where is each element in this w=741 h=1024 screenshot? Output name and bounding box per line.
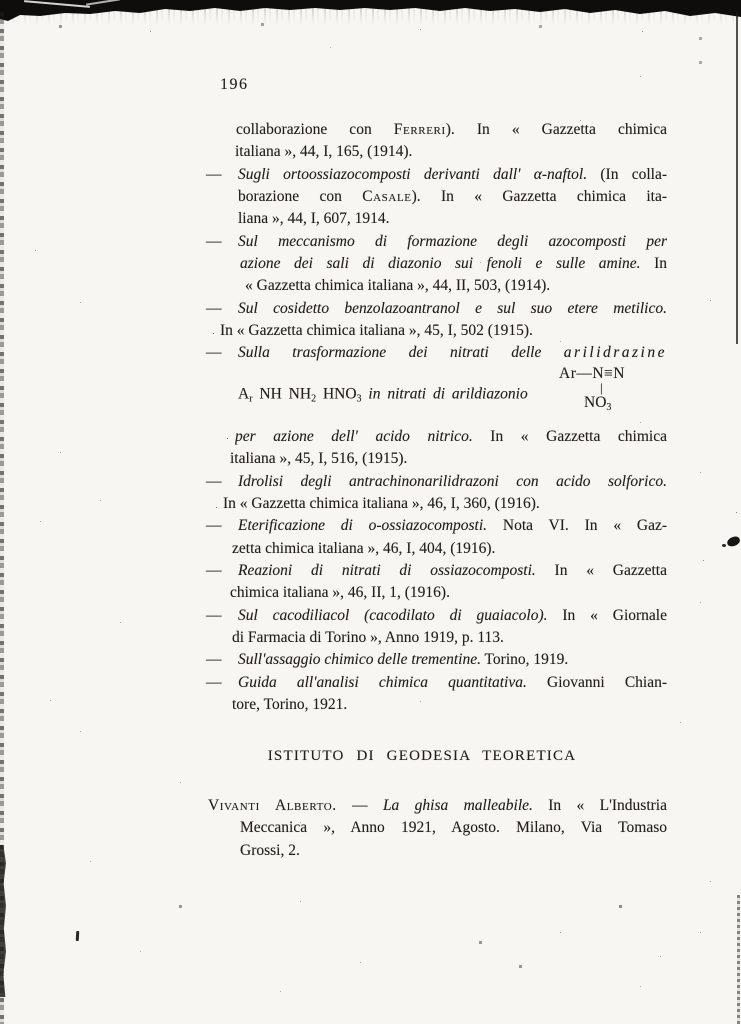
bib-entry-line [205,231,667,253]
italic-title-segment: in nitrati di arildiazonio [368,385,528,403]
bib-entry-line [205,649,667,671]
text-segment: italiana », 45, I, 516, (1915). [230,450,408,468]
text-line [205,208,667,230]
italic-title-segment: Sugli ortoossiazocomposti derivanti dall' α-naftol. [238,165,588,183]
diazonium-structure [559,366,647,411]
text-line [205,186,667,208]
italic-title-segment: Guida all'analisi chimica quantitativa. [238,673,527,691]
italic-title-segment: Eterificazione di o-ossiazocomposti. [238,517,488,535]
text-segment: In « Gazzetta chimica italiana », 46, I, 360, (1916). [223,495,540,513]
text-segment: di Farmacia di Torino », Anno 1919, p. 113. [232,629,504,647]
italic-title-segment: Sulla trasformazione dei nitrati delle [238,344,564,362]
text-segment: borazione con [238,188,363,206]
italic-title-segment: per azione dell' acido nitrico. [235,428,473,445]
text-line [205,275,667,297]
text-segment: « Gazzetta chimica italiana », 44, II, 503, (1914). [245,277,551,295]
text-segment: A [238,385,250,403]
text-segment: italiana », 44, I, 165, (1914). [235,143,413,161]
small-caps-name: Ferreri [393,121,446,138]
text-segment: (In colla- [587,165,667,183]
text-segment: Grossi, 2. [240,841,300,859]
formula-ar-n: Ar—N≡N [559,365,625,382]
formula-left-text [238,386,528,405]
entry-dash: — [206,651,222,669]
bib-entry-line [205,560,667,582]
entry-dash: — [206,344,222,362]
text-segment: In « Gazzetta [535,562,667,580]
text-segment: Torino, 1919. [480,651,569,669]
text-segment: ). In « Gazzetta chimica ita- [411,188,667,206]
entry-dash: — [206,472,222,490]
ink-blob-tail [722,544,726,547]
text-line [205,840,667,862]
text-line [205,817,667,839]
text-line [205,320,667,342]
text-segment: 2 [311,393,317,405]
text-segment: 3 [356,393,362,405]
text-line [205,795,667,817]
entry-dash: — [206,165,222,183]
paper-speckles [0,0,1,1]
text-segment: Giovanni Chian- [526,673,667,691]
text-line [205,448,667,470]
bibliography-upper [205,119,667,365]
text-line [205,493,667,515]
text-line [205,627,667,649]
text-segment: Meccanica », Anno 1921, Agosto. Milano, Via Tomaso [240,819,667,837]
page-number: 196 [220,76,249,93]
small-caps-name: Casale [362,188,412,206]
text-segment: In « Gazzetta chimica [472,428,667,445]
text-segment: NH NH [252,385,312,403]
italic-title-segment: azione dei sali di diazonio sui fenoli e sulle amine. [240,255,641,273]
text-segment: — [336,797,383,814]
italic-title-segment: Sul cacodiliacol (cacodilato di guaiacolo). [238,606,548,624]
bib-entry-line [205,342,667,364]
italic-title-segment: Idrolisi degli antrachinonarilidrazoni con acido solforico. [238,472,667,490]
text-segment: ). In « Gazzetta chimica [445,121,667,138]
italic-title-segment: Reazioni di nitrati di ossiazocomposti. [238,562,536,580]
stray-ink-mark [76,931,80,941]
text-line [205,582,667,604]
italic-title-segment: Sull'assaggio chimico delle trementine. [238,651,481,669]
bibliography-lower [205,426,667,716]
bib-entry-line [205,515,667,537]
text-segment: In « L'Industria [532,797,667,814]
ink-blob [726,536,741,548]
text-segment: In [640,255,667,273]
italic-title-segment: Sul meccanismo di formazione degli azocomposti per [238,232,667,250]
text-segment: HNO [316,385,357,403]
text-segment: In « Gazzetta chimica italiana », 45, I, 502 (1915). [220,322,533,340]
italic-title-segment: La ghisa malleabile. [382,797,533,814]
entry-dash: — [206,673,222,691]
text-segment: collaborazione con [236,121,394,138]
text-segment: liana », 44, I, 607, 1914. [238,210,390,228]
formula-no3 [584,395,647,411]
text-line [205,119,667,141]
scan-left-edge-dark [0,845,6,997]
bib-entry-line [205,298,667,320]
italic-title-segment: arilidrazine [563,344,667,362]
vivanti-entry [205,795,667,862]
chemical-formula-row [238,364,667,426]
bib-entry-line [205,164,667,186]
formula-no3-sub: 3 [606,402,612,413]
scan-right-edge [736,12,738,344]
entry-dash: — [206,232,222,250]
bib-entry-line [205,672,667,694]
text-segment: tore, Torino, 1921. [232,696,348,714]
text-segment: zetta chimica italiana », 46, I, 404, (1916). [232,539,496,557]
text-line [205,426,667,448]
text-line [205,538,667,560]
scan-band-fuzz [0,7,741,25]
formula-no3-base: NO [584,394,607,411]
text-segment: In « Giornale [547,606,667,624]
bib-entry-line [205,471,667,493]
section-heading: ISTITUTO DI GEODESIA TEORETICA [267,748,577,764]
text-segment: chimica italiana », 46, II, 1, (1916). [230,584,450,602]
formula-bond-line: | [600,380,603,395]
scan-right-edge-speckle [737,895,740,1024]
bib-entry-line [205,605,667,627]
text-segment: r [249,393,253,405]
entry-dash: — [206,299,222,317]
text-line [205,694,667,716]
small-caps-name: Vivanti Alberto. [208,797,337,814]
entry-dash: — [206,606,222,624]
italic-title-segment: Sul cosidetto benzolazoantranol e sul suo etere metilico. [238,299,667,317]
entry-dash: — [206,562,222,580]
text-line [205,141,667,163]
entry-dash: — [206,517,222,535]
text-segment: Nota VI. In « Gaz- [487,517,667,535]
text-line [205,253,667,275]
